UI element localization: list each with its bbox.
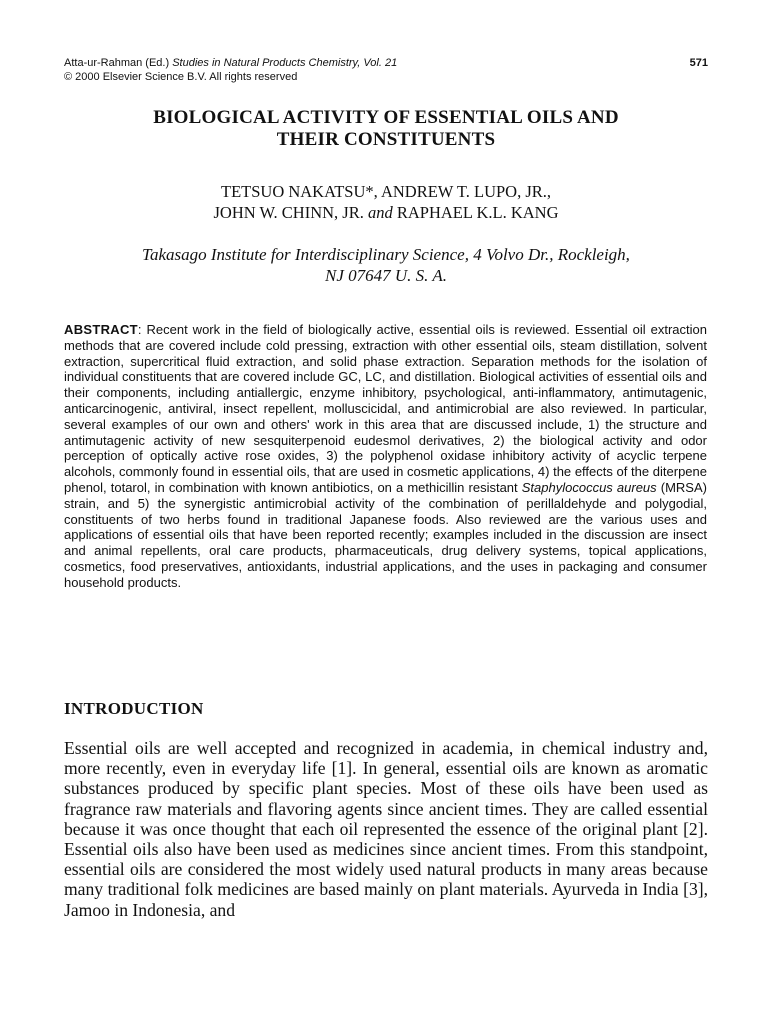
paper-title [64,107,708,151]
page-number: 571 [689,57,708,69]
abstract-species: Staphylococcus aureus [521,479,657,495]
author-and: and [367,203,393,222]
authors-line-1: TETSUO NAKATSU*, ANDREW T. LUPO, JR., [220,182,552,201]
title-line-1: BIOLOGICAL ACTIVITY OF ESSENTIAL OILS AND [153,107,619,128]
journal-title: Studies in Natural Products Chemistry, Vol. 21 [172,57,398,69]
abstract [64,322,707,591]
affiliation-line-1: Takasago Institute for Interdisciplinary Science, 4 Volvo Dr., Rockleigh, [142,245,630,264]
abstract-label: ABSTRACT [64,322,138,337]
copyright-line: © 2000 Elsevier Science B.V. All rights reserved [64,71,298,83]
title-line-2: THEIR CONSTITUENTS [276,129,496,150]
affiliation [64,244,708,286]
editor-text: Atta-ur-Rahman (Ed.) [64,57,173,69]
author-kang: RAPHAEL K.L. KANG [392,203,559,222]
introduction-heading: INTRODUCTION [64,699,204,718]
header-row-1 [64,56,708,70]
introduction-text: Essential oils are well accepted and recognized in academia, in chemical industry and, more recently, even in everyday life [1]. In general, essential oils are known as aromatic substances produced by specific plant species. Most of these oils have been used as fragrance raw materials and flavoring agents since ancient times. They are called essential because it was once thought that each oil represented the essence of the original plant [2]. Essential oils also have been used as medicines since ancient times. From this standpoint, essential oils are considered the most widely used natural products in many areas because many traditional folk medicines are based mainly on plant materials. Ayurveda in India [3], Jamoo in Indonesia, and [64,738,708,920]
author-list [64,181,708,223]
author-chinn: JOHN W. CHINN, JR. [213,203,368,222]
abstract-text-a: : Recent work in the field of biologically active, essential oils is reviewed. Essential oil extraction methods that are covered include cold pressing, extraction with other essential oils, steam distillation, solvent extraction, supercritical fluid extraction, and solid phase extraction. Separation methods for the isolation of individual constituents that are covered include GC, LC, and distillation. Biological activities of essential oils and their components, including antiallergic, enzyme inhibitory, psychological, anti-inflammatory, antimutagenic, anticarcinogenic, antiviral, insect repellent, molluscicidal, and antimicrobial are also reviewed. In particular, several examples of our own and others' work in this area that are discussed include, 1) the structure and antimutagenic activity of new sesquiterpenoid eudesmol derivatives, 2) the biological activity and odor perception of optically active rose oxides, 3) the polyphenol oxidase inhibitory activity of acyclic terpene alcohols, commonly found in essential oils, that are used in cosmetic applications, 4) the effects of the diterpene phenol, totarol, in combination with known antibiotics, on a methicillin resistant [64,322,707,495]
citation-line [64,56,397,70]
abstract-text-b: (MRSA) strain, and 5) the synergistic antimicrobial activity of the combination of perillaldehyde and polygodial, constituents of two herbs found in traditional Japanese foods. Also reviewed are the various uses and applications of essential oils that have been reported recently; examples included in the discussion are insect and animal repellents, oral care products, pharmaceuticals, drug delivery systems, topical applications, cosmetics, food preservatives, antioxidants, industrial applications, and the uses in packaging and consumer household products. [64,479,707,590]
authors-line-2 [64,202,708,223]
affiliation-line-2: NJ 07647 U. S. A. [325,266,447,285]
running-header [64,56,708,84]
